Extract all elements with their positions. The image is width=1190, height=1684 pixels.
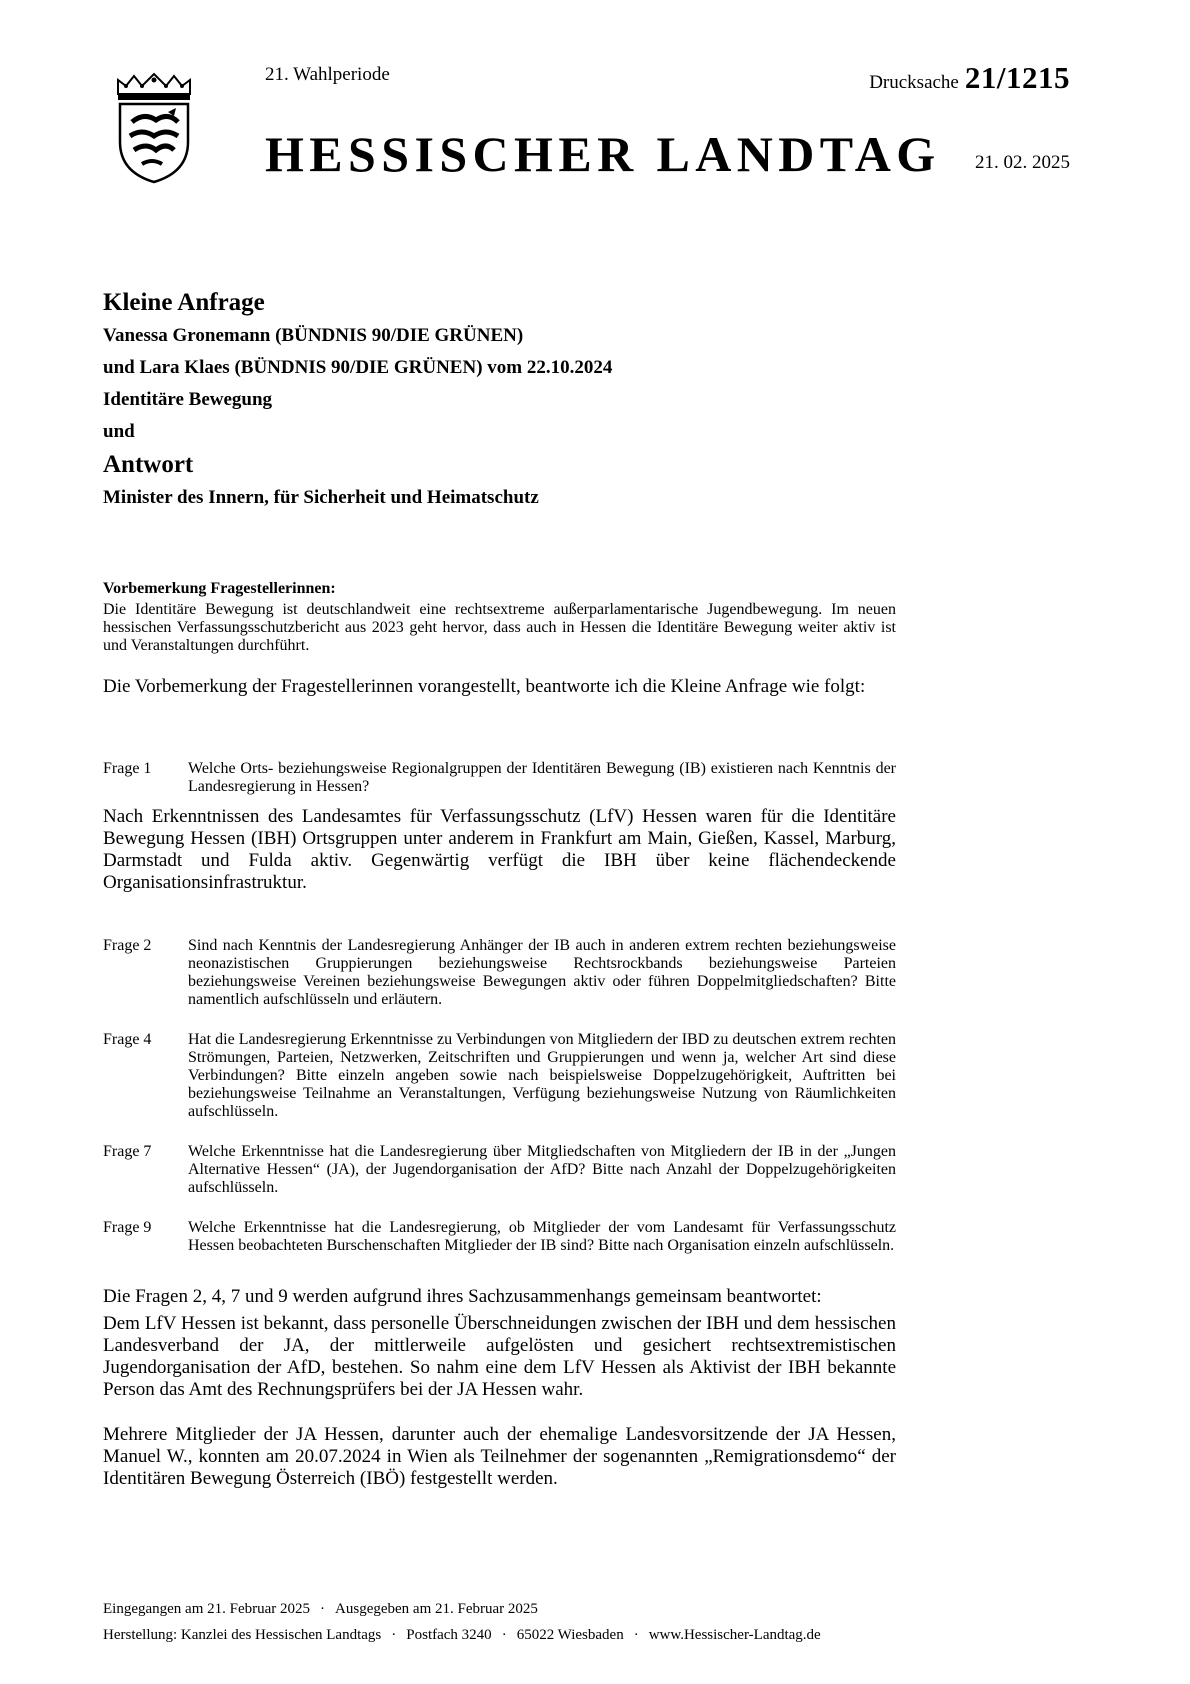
document-heading: [103, 286, 923, 514]
combined-answer-intro: Die Fragen 2, 4, 7 und 9 werden aufgrund ihres Sachzusammenhangs gemeinsam beantwortet:: [103, 1286, 822, 1307]
question-9-label: Frage 9: [103, 1219, 152, 1236]
question-1-text: Welche Orts- beziehungsweise Regionalgruppen der Identitären Bewegung (IB) existieren nach Kenntnis der Landesregierung in Hessen?: [188, 760, 896, 795]
question-2-text: Sind nach Kenntnis der Landesregierung Anhänger der IB auch in anderen extrem rechten beziehungsweise neonazistischen Gruppierungen beziehungsweise Rechtsrockbands beziehungsweise Parteien beziehungsweise Vereinen beziehungsweise Bewegungen aktiv oder führen Doppelmitgliedschaften? Bitte namentlich aufschlüsseln und erläutern.: [188, 937, 896, 1008]
intro-text: Die Vorbemerkung der Fragestellerinnen vorangestellt, beantworte ich die Kleine Anfrage wie folgt:: [103, 676, 866, 697]
document-type: Kleine Anfrage: [103, 289, 265, 316]
footer-separator: ·: [391, 1627, 397, 1643]
combined-answer-paragraph-1: Dem LfV Hessen ist bekannt, dass personelle Überschneidungen zwischen der IBH und dem hessischen Landesverband der JA, der mittlerweile aufgelösten und gesichert rechtsextremistischen Jugendorganisation der AfD, bestehen. So nahm eine dem LfV Hessen als Aktivist der IBH bekannte Person das Amt des Rechnungsprüfers bei der JA Hessen wahr.: [103, 1313, 896, 1400]
footer-postfach: Postfach 3240: [406, 1627, 492, 1643]
footer-website-link[interactable]: www.Hessischer-Landtag.de: [648, 1627, 821, 1643]
footer-separator: ·: [320, 1601, 326, 1617]
footer-line-2: [103, 1627, 821, 1644]
combined-answer-paragraph-2: Mehrere Mitglieder der JA Hessen, darunter auch der ehemalige Landesvorsitzende der JA Hessen, Manuel W., konnten am 20.07.2024 in Wien als Teilnehmer der sogenannten „Remigrationsdemo“ der Identitären Bewegung Österreich (IBÖ) festgestellt werden.: [103, 1424, 896, 1489]
answer-1-text: Nach Erkenntnissen des Landesamtes für Verfassungsschutz (LfV) Hessen waren für die Identitäre Bewegung Hessen (IBH) Ortsgruppen unter anderem in Frankfurt am Main, Gießen, Kassel, Marburg, Darmstadt und Fulda aktiv. Gegenwärtig verfügt die IBH über keine flächendeckende Organisationsinfrastruktur.: [103, 806, 896, 893]
hessen-coat-of-arms-icon: [112, 72, 196, 184]
question-4-label: Frage 4: [103, 1031, 152, 1048]
question-4-text: Hat die Landesregierung Erkenntnisse zu Verbindungen von Mitgliedern der IBD zu deutschen extrem rechten Strömungen, Parteien, Netzwerken, Zeitschriften und Gruppierungen und wenn ja, welcher Art sind diese Verbindungen? Bitte einzeln angeben sowie nach beispielsweise Doppelzugehörigkeit, Auftritten bei beziehungsweise Teilnahme an Veranstaltungen, Verfügung beziehungsweise Nutzung von Räumlichkeiten aufschlüsseln.: [188, 1031, 896, 1120]
question-9-text: Welche Erkenntnisse hat die Landesregierung, ob Mitglieder der vom Landesamt für Verfassungsschutz Hessen beobachteten Burschenschaften Mitglieder der IB sind? Bitte nach Organisation einzeln aufschlüsseln.: [188, 1219, 896, 1254]
author-1: Vanessa Gronemann (BÜNDNIS 90/DIE GRÜNEN): [103, 325, 524, 346]
footer-separator: ·: [501, 1627, 507, 1643]
footer-herstellung: Herstellung: Kanzlei des Hessischen Landtags: [103, 1627, 382, 1643]
answer-heading: Antwort: [103, 451, 194, 478]
document-date: 21. 02. 2025: [975, 152, 1070, 173]
question-1-label: Frage 1: [103, 760, 152, 777]
drucksache: [869, 60, 1070, 96]
footer-ort: 65022 Wiesbaden: [516, 1627, 624, 1643]
footer-line-1: [103, 1601, 538, 1618]
footer-separator: ·: [633, 1627, 639, 1643]
vorbemerkung-text: Die Identitäre Bewegung ist deutschlandweit eine rechtsextreme außerparlamentarische Jugendbewegung. Im neuen hessischen Verfassungsschutzbericht aus 2023 geht hervor, dass auch in Hessen die Identitäre Bewegung weiter aktiv ist und Veranstaltungen durchführt.: [103, 601, 896, 654]
drucksache-number: 21/1215: [964, 60, 1070, 95]
wahlperiode: 21. Wahlperiode: [265, 64, 390, 85]
minister: Minister des Innern, für Sicherheit und Heimatschutz: [103, 487, 539, 508]
question-2-label: Frage 2: [103, 937, 152, 954]
footer-ausgegeben: Ausgegeben am 21. Februar 2025: [335, 1601, 538, 1617]
footer-eingegangen: Eingegangen am 21. Februar 2025: [103, 1601, 311, 1617]
page-title: HESSISCHER LANDTAG: [265, 126, 941, 182]
question-7-text: Welche Erkenntnisse hat die Landesregierung über Mitgliedschaften von Mitgliedern der IB in der „Jungen Alternative Hessen“ (JA), der Jugendorganisation der AfD? Bitte nach Anzahl der Doppelzugehörigkeiten aufschlüsseln.: [188, 1143, 896, 1196]
drucksache-label: Drucksache: [869, 72, 959, 93]
author-2: und Lara Klaes (BÜNDNIS 90/DIE GRÜNEN) vom 22.10.2024: [103, 357, 613, 378]
und-text: und: [103, 421, 135, 442]
topic: Identitäre Bewegung: [103, 389, 273, 410]
question-7-label: Frage 7: [103, 1143, 152, 1160]
vorbemerkung-title: Vorbemerkung Fragestellerinnen:: [103, 580, 336, 597]
